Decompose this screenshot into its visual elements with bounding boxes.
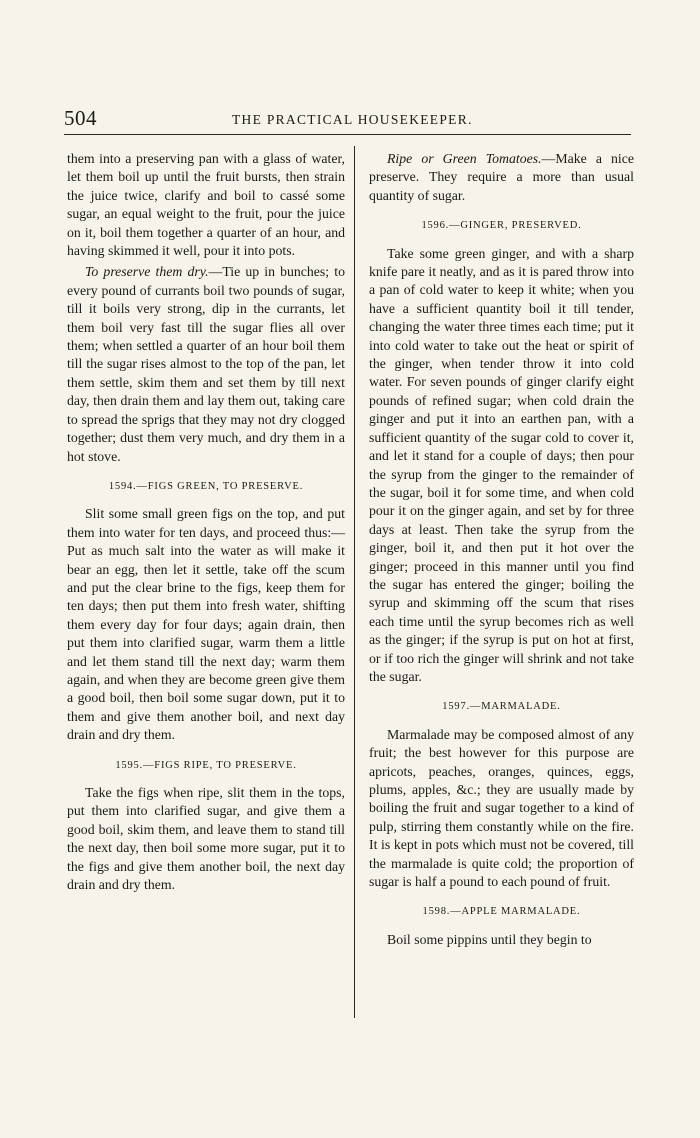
recipe-heading-1597: 1597.—MARMALADE. <box>442 701 561 713</box>
paragraph-currants-dry <box>67 263 345 465</box>
paragraph-figs-ripe: Take the figs when ripe, slit them in the tops, put them into clarified sugar, and give them a good boil, skim them, and leave them to stand till the next day, then boil some more sugar, put it to the figs and give them another boil, the next day drain and dry them. <box>67 785 345 893</box>
column-divider <box>354 146 355 1018</box>
paragraph-figs-green: Slit some small green figs on the top, and put them into water for ten days, and proceed thus:—Put as much salt into the water as will make it bear an egg, then let it settle, take off the scum and put the clear brine to the figs, keep them for ten days; then put them into fresh water, shifting them every day for four days; again drain, then put them into clarified sugar, warm them a little and let them stand till the next day; warm them again, and when they are become green give them a good boil, then boil some sugar down, put it to them and give them another boil, and next day drain and dry them. <box>67 506 345 743</box>
recipe-heading-1595: 1595.—FIGS RIPE, TO PRESERVE. <box>115 759 297 771</box>
paragraph-lead: To preserve them dry. <box>85 264 209 280</box>
paragraph-text: —Make a nice preserve. They require a more than usual quantity of sugar. <box>369 151 634 203</box>
right-column <box>369 150 634 949</box>
page-header <box>64 106 634 136</box>
paragraph-text: —Tie up in bunches; to every pound of currants boil two pounds of sugar, till it boils very strong, dip in the currants, let them boil very fast till the sugar flies all over them; when settled a quarter of an hour boil them till the sugar rises almost to the top of the pan, let them settle, skim them and set them by till next day, then drain them and lay them out, taking care to spread the sprigs that they may not dry clogged together; dust them very much, and dry them in a hot stove. <box>67 264 345 464</box>
running-head: THE PRACTICAL HOUSEKEEPER. <box>232 112 473 127</box>
paragraph-marmalade: Marmalade may be composed almost of any fruit; the best however for this purpose are apricots, peaches, oranges, quinces, eggs, plums, apples, &c.; they are usually made by boiling the fruit and sugar together to a kind of pulp, stirring them constantly while on the fire. It is kept in pots which must not be covered, till the marmalade is quite cold; the proportion of sugar is half a pound to each pound of fruit. <box>369 726 634 890</box>
paragraph-apple-marmalade: Boil some pippins until they begin to <box>387 931 592 947</box>
paragraph-ginger: Take some green ginger, and with a sharp knife pare it neatly, and as it is pared throw into a pan of cold water to keep it white; when you have a sufficient quantity boil it till tender, changing the water three times each time; put it into cold water to take out the heat or spirit of the ginger, when tender throw it into cold water. For seven pounds of ginger clarify eight pounds of refined sugar; when cold drain the ginger and put it into an earthen pan, with a sufficient quantity of the sugar cold to cover it, and let it stand for a couple of days; then pour the syrup from the ginger to the remainder of the sugar, boil it for some time, and when cold pour it on the ginger again, and set by for three days at least. Then take the syrup from the ginger, boil it, and then put it hot over the ginger; proceed in this manner until you find the sugar has entered the ginger; boiling the syrup and skimming off the scum that rises each time until the syrup becomes rich as well as the ginger; if the syrup is put on hot at first, or if too rich the ginger will shrink and not take the sugar. <box>369 245 634 684</box>
recipe-heading-1594: 1594.—FIGS GREEN, TO PRESERVE. <box>108 480 304 492</box>
page-number: 504 <box>64 106 97 130</box>
left-column <box>67 150 345 894</box>
recipe-heading-1598: 1598.—APPLE MARMALADE. <box>422 906 581 918</box>
paragraph-lead: Ripe or Green Tomatoes. <box>387 151 542 166</box>
paragraph-tomatoes <box>369 150 634 205</box>
recipe-heading-1596: 1596.—GINGER, PRESERVED. <box>421 220 582 232</box>
paragraph-currant-continuation: them into a preserving pan with a glass of water, let them boil up until the fruit bursts, then strain the juice twice, clarify and boil to cassé some sugar, an equal weight to the fruit, pour the juice on it, boil them together a quarter of an hour, and having skimmed it well, pour it into pots. <box>67 151 345 259</box>
header-rule <box>64 134 631 135</box>
